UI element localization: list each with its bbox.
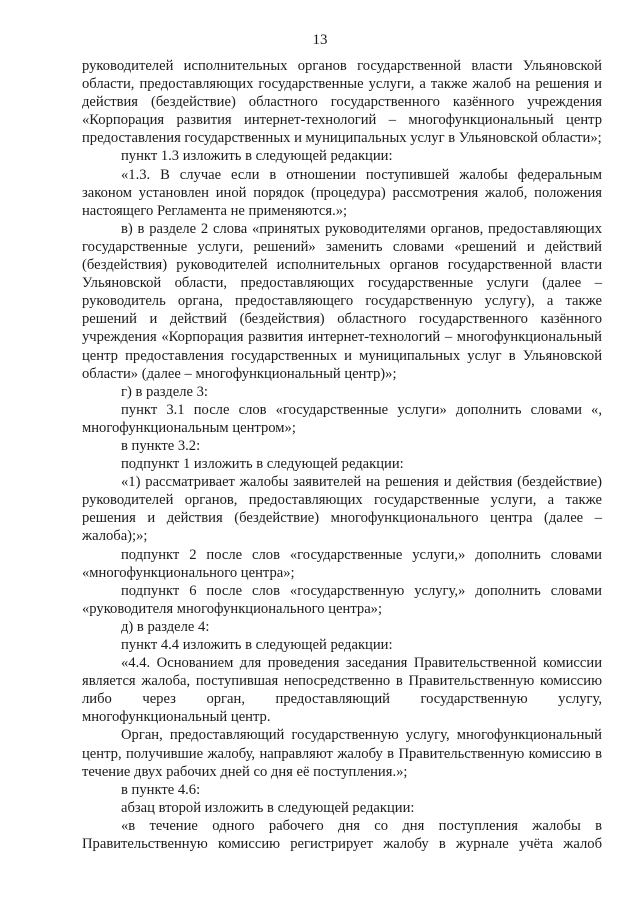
paragraph: в пункте 4.6: [121, 781, 201, 798]
paragraph: «в течение одного рабочего дня со дня поступления жалобы в Правительственную комиссию регистрирует жалобу в журнале учёта жалоб [82, 817, 602, 853]
paragraph: «1.3. В случае если в отношении поступившей жалобы федеральным законом установлен иной порядок (процедура) рассмотрения жалоб, положения настоящего Регламента не применяются.»; [82, 166, 602, 219]
paragraph: Орган, предоставляющий государственную услугу, многофункциональный центр, получившие жалобу, направляют жалобу в Правительственную комиссию в течение двух рабочих дней со дня её поступления.»; [82, 727, 602, 780]
page-number: 13 [312, 32, 328, 48]
paragraph: в) в разделе 2 слова «принятых руководителями органов, предоставляющих государственные услуги, решений» заменить словами «решений и действий (бездействия) руководителей исполнительных органов государственной власти Ульяновской области, предоставляющих государственные услуги (далее – руководитель органа, предоставляющего государственную услугу), а также решений и действий (бездействия) областного государственного казённого учреждения «Корпорация развития интернет-технологий – многофункциональный центр предоставления государственных и муниципальных услуг в Ульяновской области» (далее – многофункциональный центр)»; [82, 220, 602, 382]
paragraph: д) в разделе 4: [121, 618, 210, 635]
paragraph: абзац второй изложить в следующей редакции: [121, 799, 415, 816]
paragraph: «4.4. Основанием для проведения заседания Правительственной комиссии является жалоба, поступившая непосредственно в Правительственную комиссию либо через орган, предоставляющий государственную услугу, многофункциональный центр. [82, 655, 602, 726]
paragraph: пункт 3.1 после слов «государственные услуги» дополнить словами «, многофункциональным центром»; [82, 401, 602, 436]
paragraph: подпункт 6 после слов «государственную услугу,» дополнить словами «руководителя многофункционального центра»; [82, 582, 602, 617]
paragraph: в пункте 3.2: [121, 437, 201, 454]
paragraph: пункт 1.3 изложить в следующей редакции: [121, 148, 393, 165]
paragraph: «1) рассматривает жалобы заявителей на решения и действия (бездействие) руководителей органов, предоставляющих государственные услуги, а также решения и действия (бездействие) многофункционального центра (далее – жалоба);»; [82, 474, 602, 545]
paragraph: руководителей исполнительных органов государственной власти Ульяновской области, предоставляющих государственные услуги, а также жалоб на решения и действия (бездействие) областного государственного казённого учреждения «Корпорация развития интернет-технологий – многофункциональный центр предоставления государственных и муниципальных услуг в Ульяновской области»; [82, 58, 602, 147]
paragraph: подпункт 1 изложить в следующей редакции: [121, 456, 404, 473]
document-body [82, 57, 602, 853]
paragraph: пункт 4.4 изложить в следующей редакции: [121, 637, 393, 653]
paragraph: г) в разделе 3: [121, 383, 208, 400]
paragraph: подпункт 2 после слов «государственные услуги,» дополнить словами «многофункционального центра»; [82, 546, 602, 581]
